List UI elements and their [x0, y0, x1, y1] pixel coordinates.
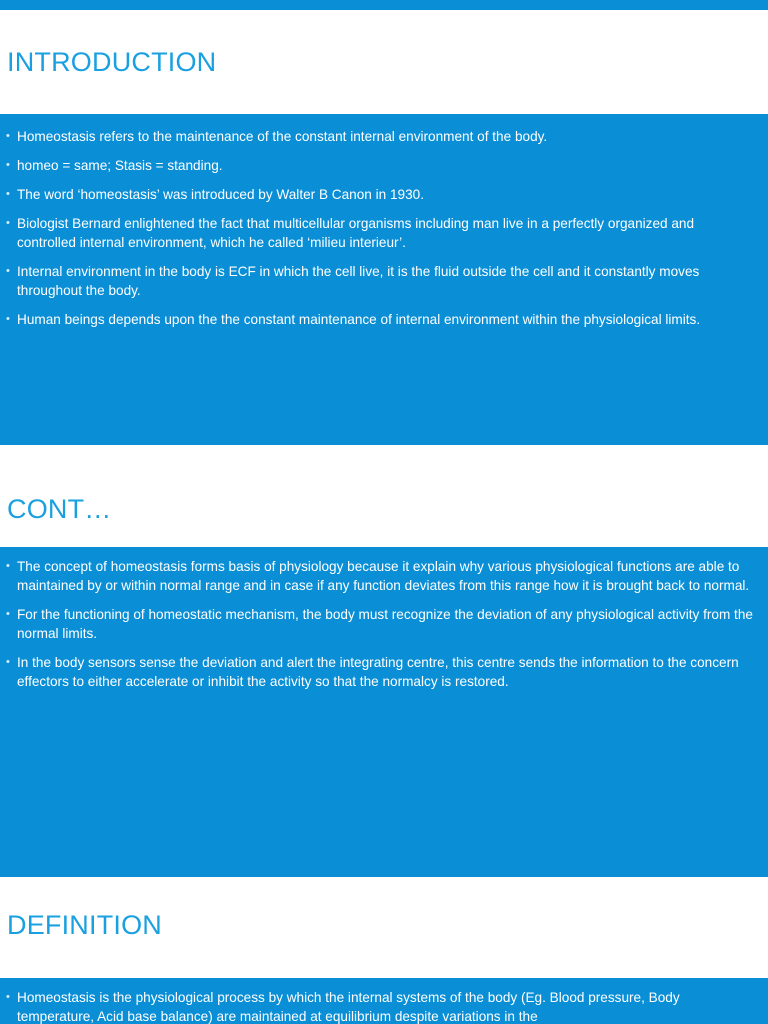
bullet-icon: • [6, 188, 10, 200]
slide-title-definition: DEFINITION [7, 910, 162, 940]
slide-title-introduction: INTRODUCTION [7, 47, 217, 77]
slide-title-cont: CONT… [7, 494, 112, 524]
slide-1-body [0, 114, 768, 442]
slide-2-header [0, 445, 768, 547]
bullet-item: • Human beings depends upon the the constant maintenance of internal environment within the physiological limits. [6, 312, 701, 327]
bullet-icon: • [6, 217, 10, 229]
bullet-item: • The word ‘homeostasis’ was introduced by Walter B Canon in 1930. [6, 187, 425, 202]
bullet-item: • Internal environment in the body is ECF in which the cell live, it is the fluid outside the cell and it constantly moves throughout the body. [6, 264, 700, 298]
top-accent-bar [0, 0, 768, 10]
bullet-icon: • [6, 130, 10, 142]
slide-1-bullet-list [0, 114, 768, 329]
bullet-item: • For the functioning of homeostatic mechanism, the body must recognize the deviation of any physiological activity from the normal limits. [6, 607, 753, 641]
slide-2-body [0, 547, 768, 874]
bullet-icon: • [6, 656, 10, 668]
bullet-icon: • [6, 159, 10, 171]
bullet-icon: • [6, 313, 10, 325]
bullet-item: • The concept of homeostasis forms basis of physiology because it explain why various physiological functions are able to maintained by or within normal range and in case if any function deviates from this range how it is brought back to normal. [6, 559, 750, 593]
bullet-icon: • [6, 991, 10, 1003]
bullet-item: • In the body sensors sense the deviation and alert the integrating centre, this centre sends the information to the concern effectors to either accelerate or inhibit the activity so that the normalcy is restored. [6, 655, 739, 689]
bullet-icon: • [6, 608, 10, 620]
slide-3-bullet-list [0, 978, 768, 1024]
slide-3-body [0, 978, 768, 1024]
bullet-icon: • [6, 560, 10, 572]
slide-2-bullet-list [0, 547, 768, 691]
bullet-item: • homeo = same; Stasis = standing. [6, 158, 223, 173]
slide-1-header [0, 10, 768, 114]
bullet-icon: • [6, 265, 10, 277]
bullet-item: • Homeostasis refers to the maintenance of the constant internal environment of the body. [6, 129, 548, 144]
bullet-item: • Biologist Bernard enlightened the fact that multicellular organisms including man live in a perfectly organized and controlled internal environment, which he called ‘milieu interieur’. [6, 216, 695, 250]
slide-3-header [0, 877, 768, 978]
bullet-item: • Homeostasis is the physiological process by which the internal systems of the body (Eg. Blood pressure, Body temperature, Acid base balance) are maintained at equilibrium despite variations in the [6, 990, 680, 1024]
